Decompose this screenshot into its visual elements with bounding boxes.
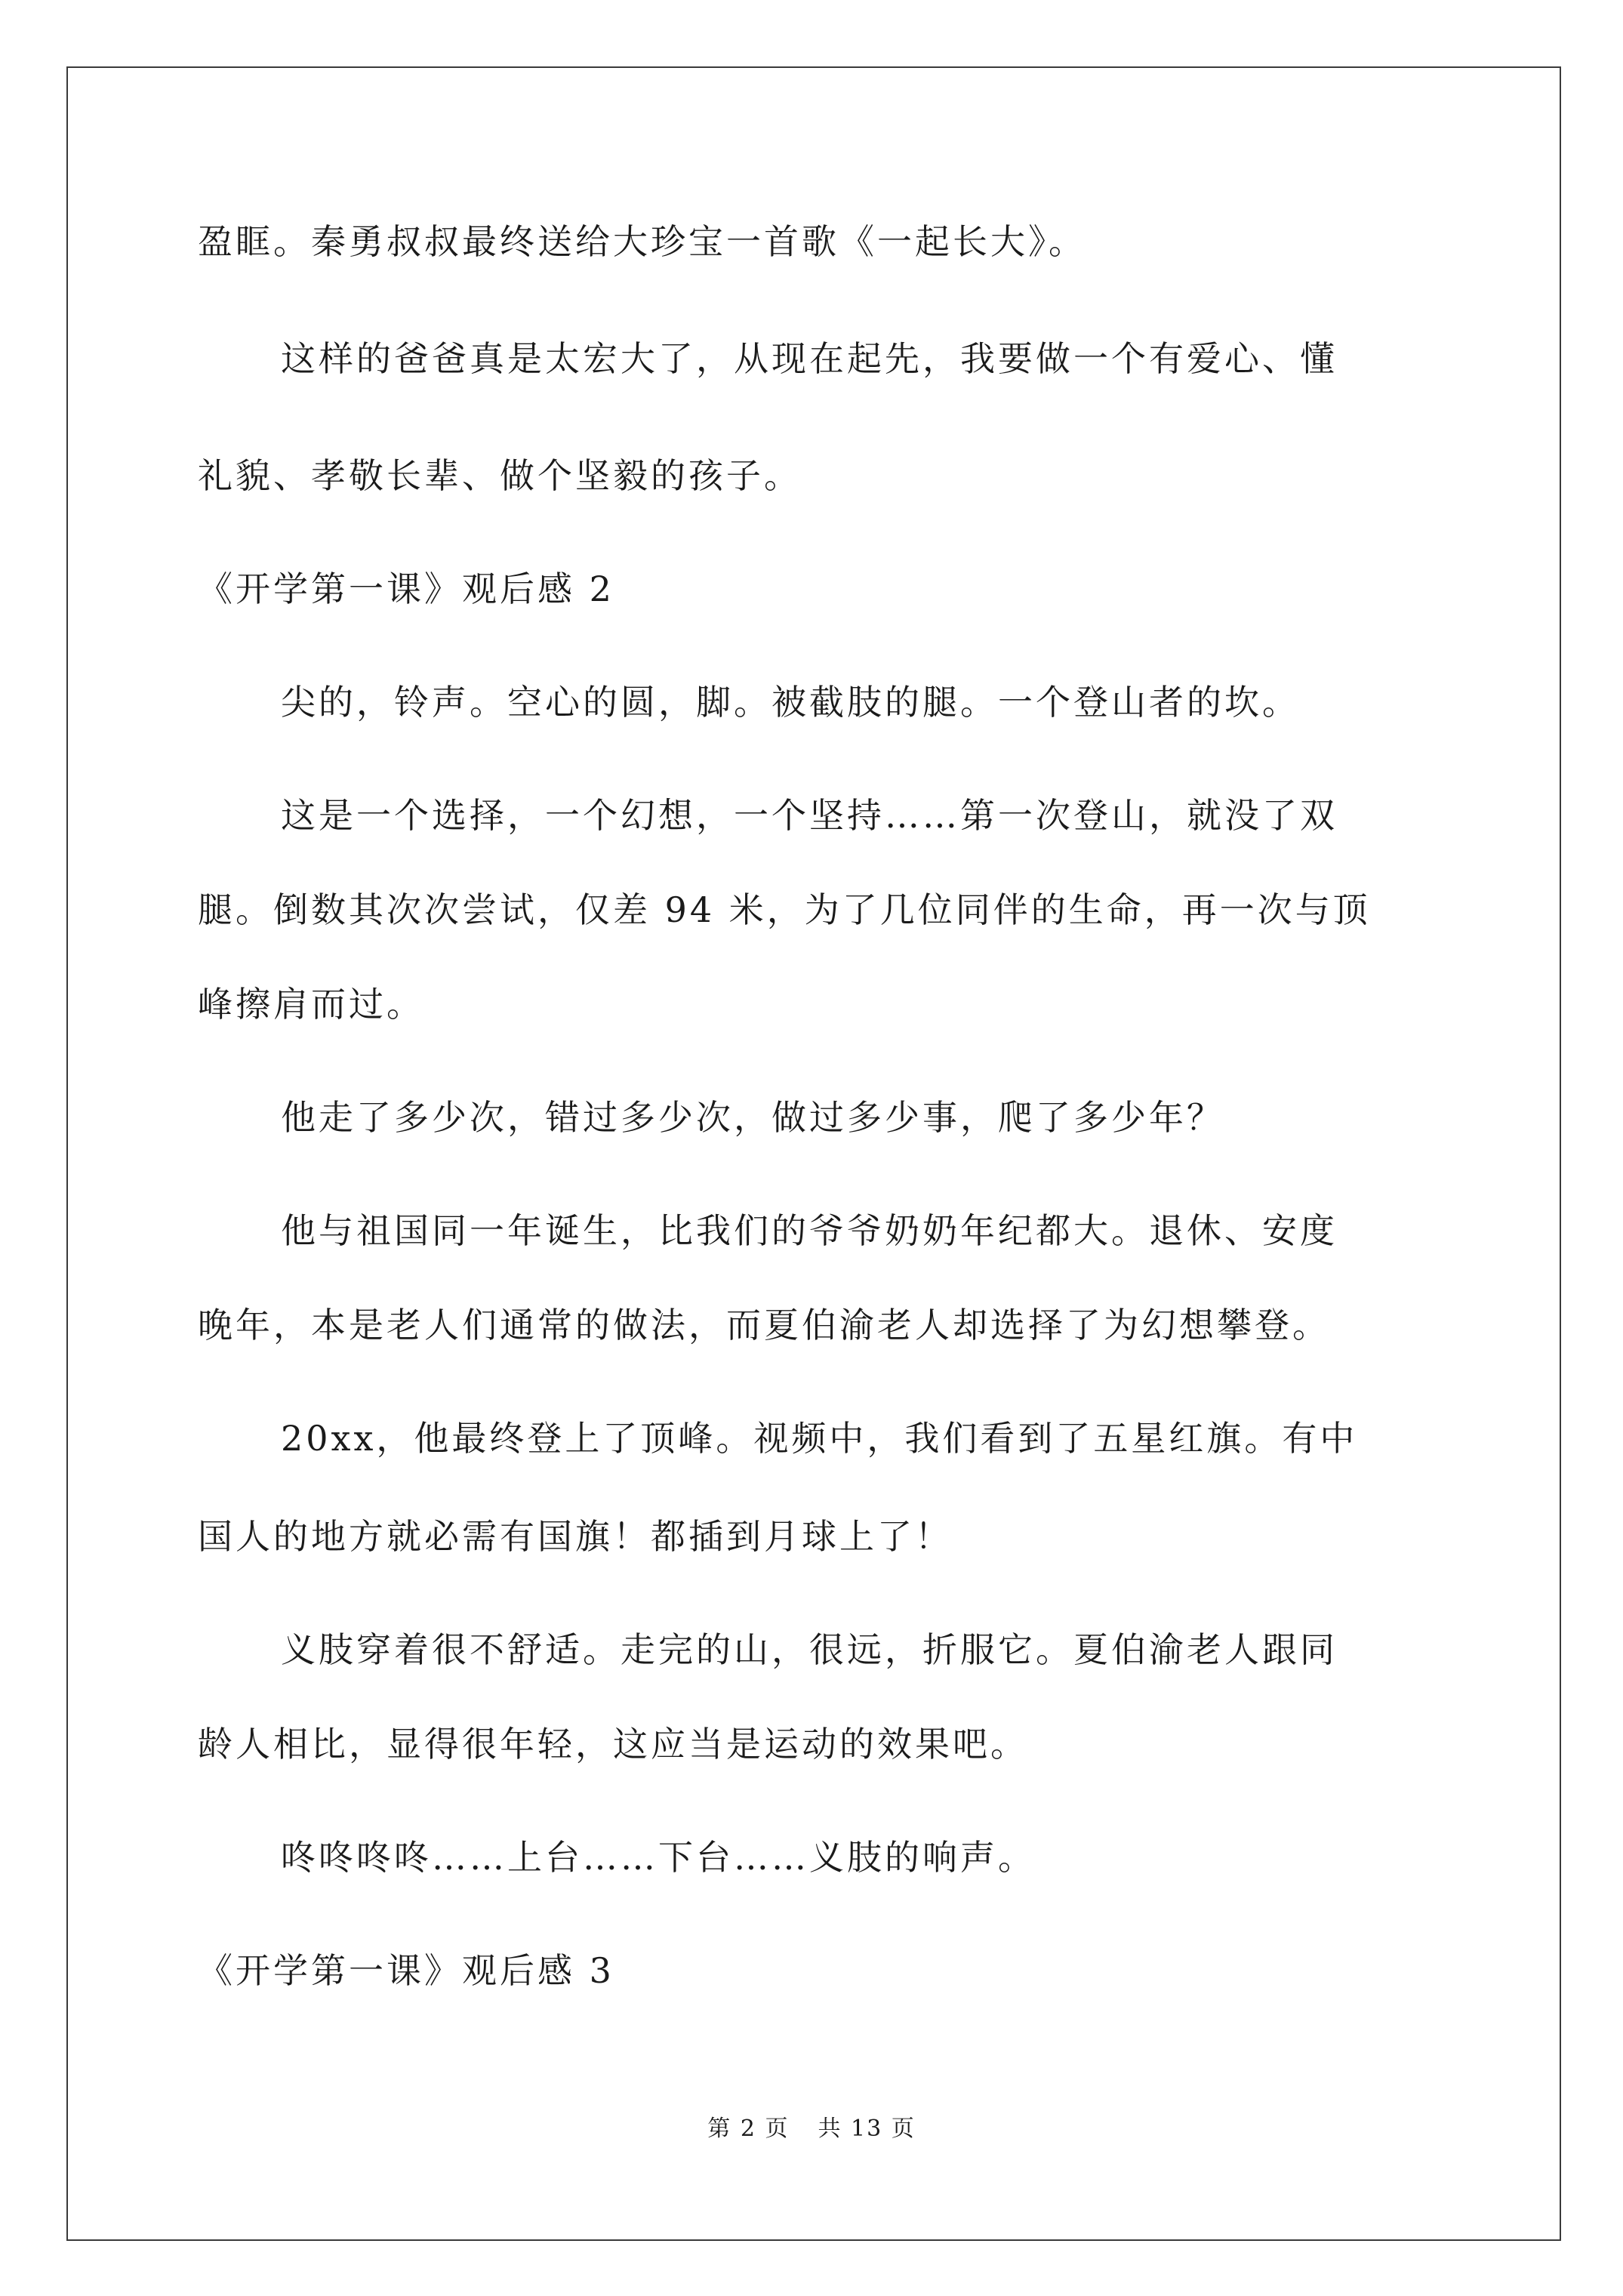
- page-border: [66, 66, 1561, 2241]
- text-line: 咚咚咚咚……上台……下台……义肢的响声。: [281, 1837, 1036, 1878]
- page-number: 第 2 页: [707, 2116, 790, 2142]
- page-footer: [0, 2114, 1623, 2144]
- text-line: 龄人相比，显得很年轻，这应当是运动的效果吧。: [198, 1724, 1028, 1764]
- text-line: 腿。倒数其次次尝试，仅差 94 米，为了几位同伴的生命，再一次与顶: [198, 889, 1371, 930]
- text-line: 国人的地方就必需有国旗！都插到月球上了！: [198, 1516, 953, 1557]
- text-line: 峰擦肩而过。: [198, 984, 424, 1025]
- text-line: 他与祖国同一年诞生，比我们的爷爷奶奶年纪都大。退休、安度: [281, 1210, 1338, 1251]
- text-line: 礼貌、孝敬长辈、做个坚毅的孩子。: [198, 455, 802, 496]
- text-line: 这是一个选择，一个幻想，一个坚持……第一次登山，就没了双: [281, 795, 1338, 836]
- text-line: 义肢穿着很不舒适。走完的山，很远，折服它。夏伯渝老人跟同: [281, 1629, 1338, 1670]
- text-line: 盈眶。秦勇叔叔最终送给大珍宝一首歌《一起长大》。: [198, 221, 1086, 262]
- section-heading: 《开学第一课》观后感 3: [198, 1950, 614, 1991]
- text-line: 尖的，铃声。空心的圆，脚。被截肢的腿。一个登山者的坎。: [281, 682, 1300, 723]
- text-line: 这样的爸爸真是太宏大了，从现在起先，我要做一个有爱心、懂: [281, 338, 1338, 379]
- text-line: 晚年，本是老人们通常的做法，而夏伯渝老人却选择了为幻想攀登。: [198, 1305, 1330, 1345]
- text-line: 他走了多少次，错过多少次，做过多少事，爬了多少年？: [281, 1097, 1224, 1138]
- text-line: 20xx，他最终登上了顶峰。视频中，我们看到了五星红旗。有中: [281, 1418, 1358, 1459]
- section-heading: 《开学第一课》观后感 2: [198, 569, 614, 609]
- page-total: 共 13 页: [818, 2116, 916, 2142]
